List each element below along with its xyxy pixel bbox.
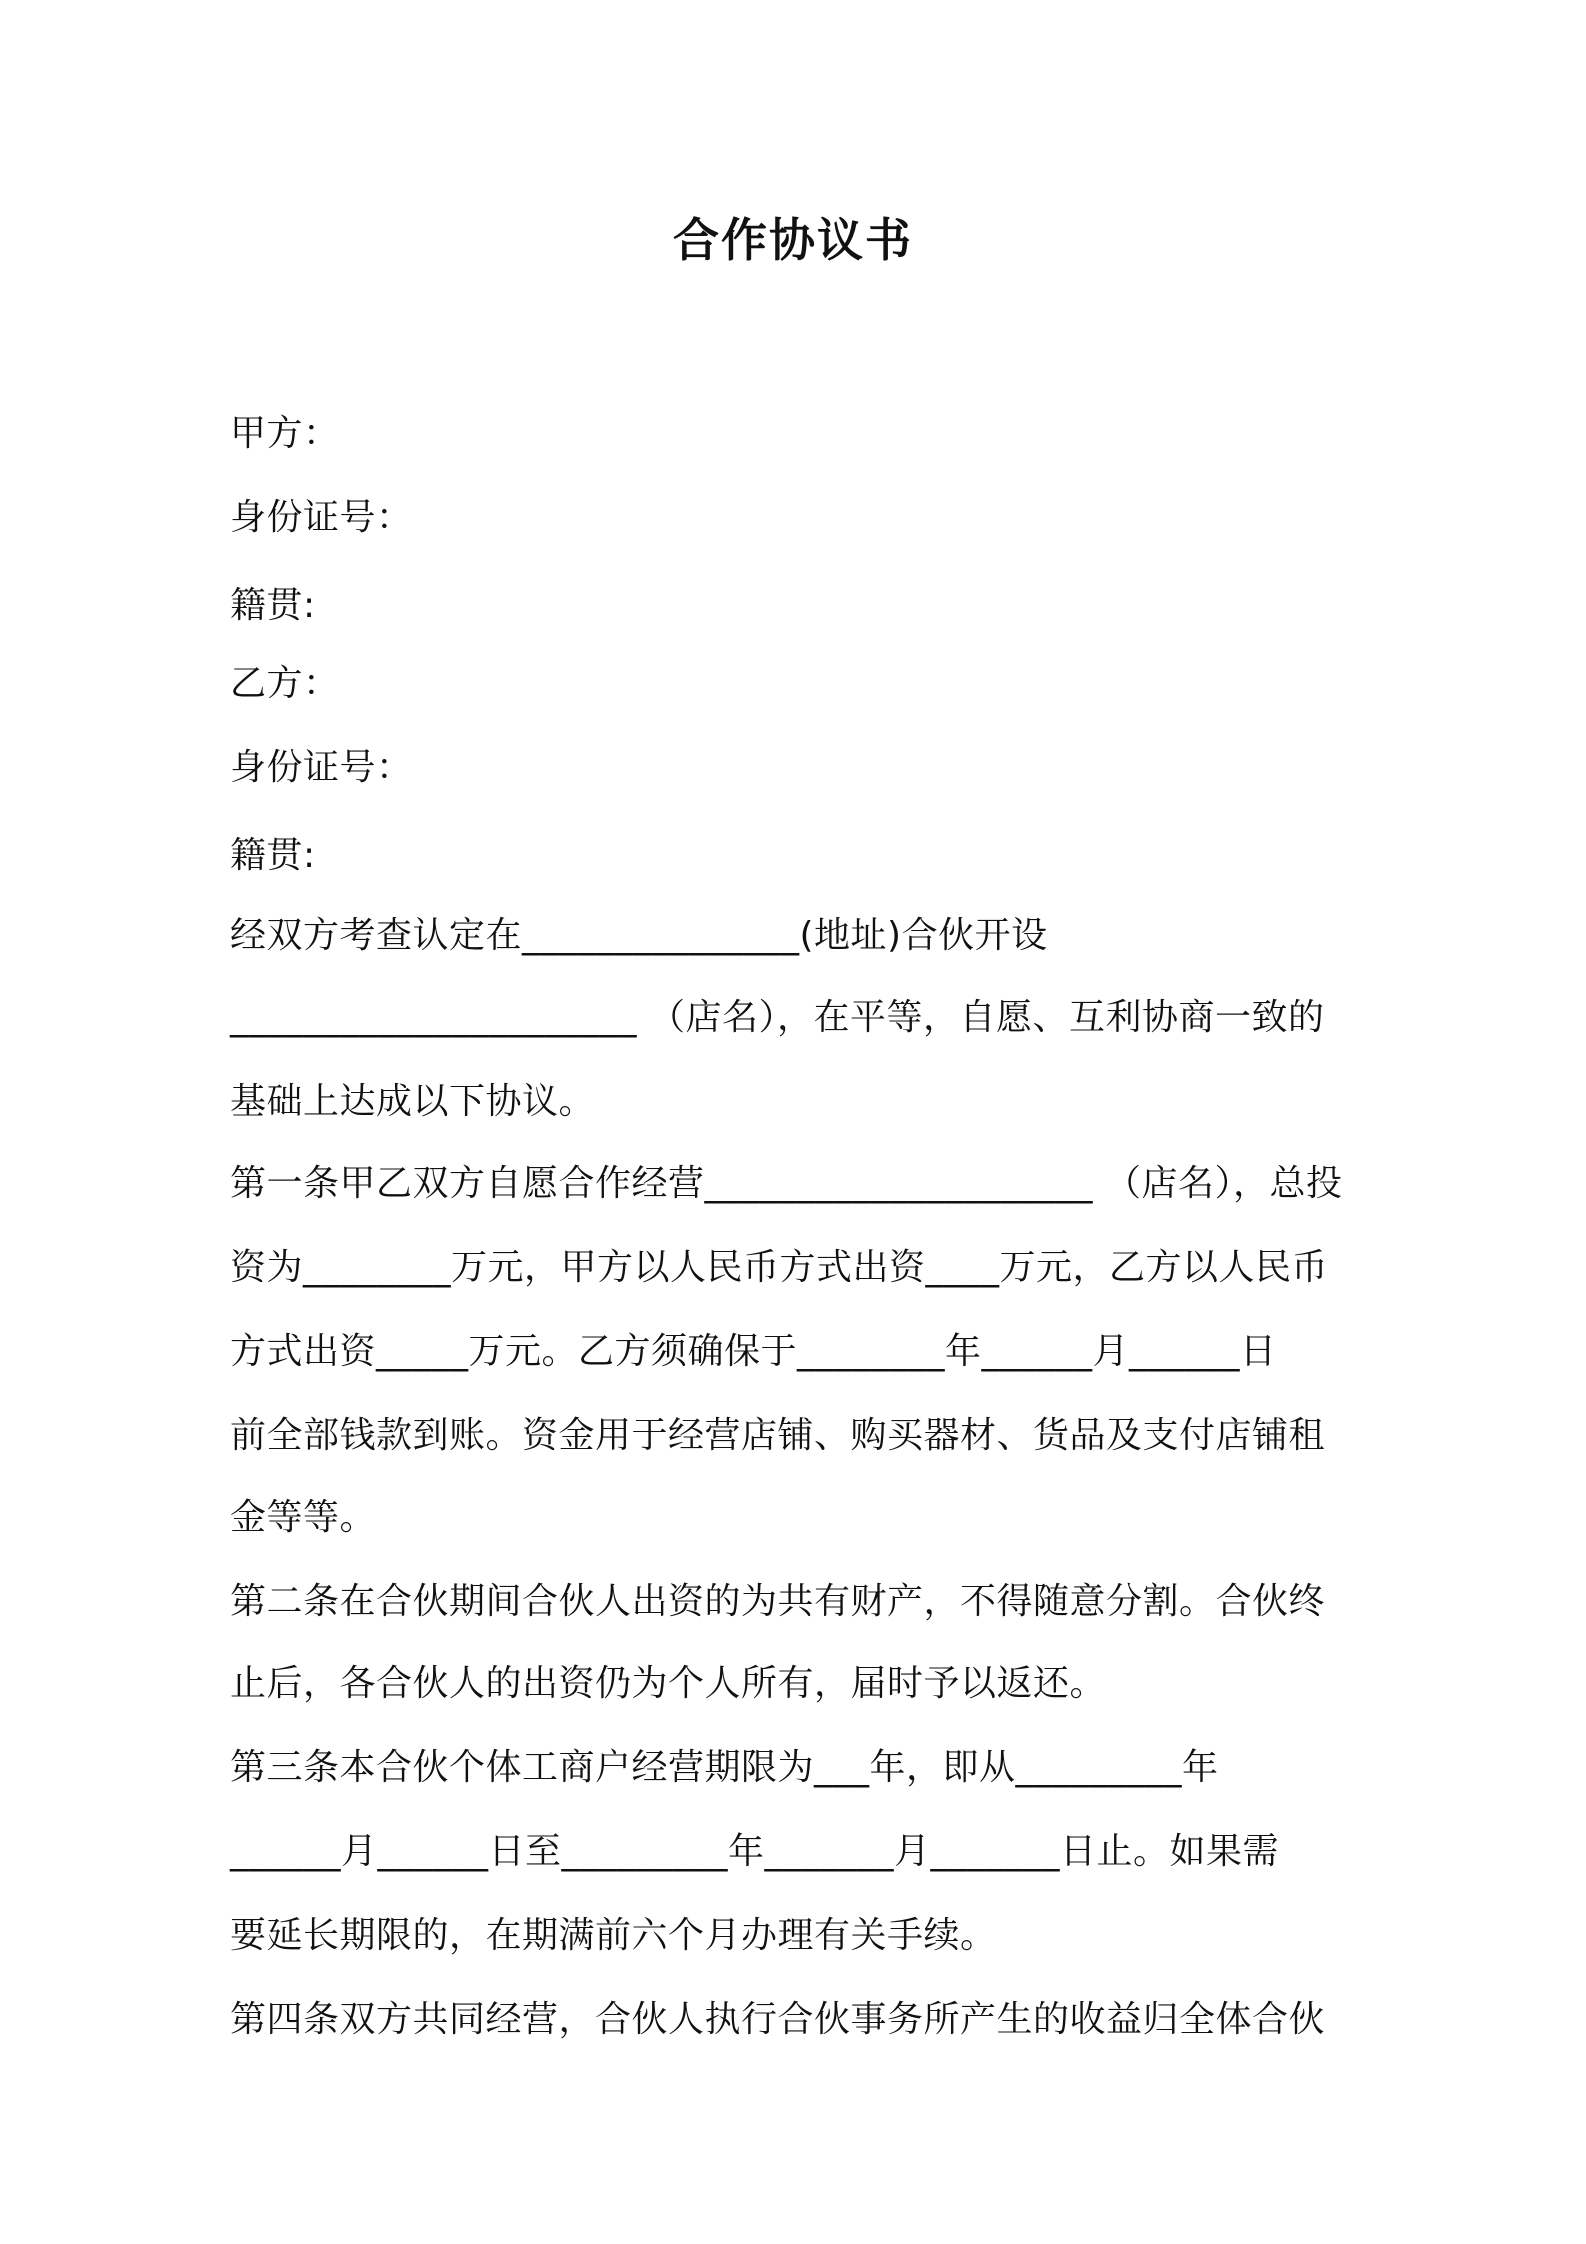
article-2-line: 止后，各合伙人的出资仍为个人所有，届时予以返还。: [230, 1663, 1107, 1704]
party-a-label: 甲方：: [230, 413, 340, 454]
party-b-label: 乙方：: [230, 663, 340, 704]
article-1-line: 方式出资_____万元。乙方须确保于________年______月______日: [230, 1331, 1277, 1372]
document-title: 合作协议书: [673, 213, 913, 267]
party-b-origin-label: 籍贯:: [230, 835, 316, 876]
article-4-line: 第四条双方共同经营，合伙人执行合伙事务所产生的收益归全体合伙: [230, 1999, 1326, 2040]
article-3-line: 第三条本合伙个体工商户经营期限为___年，即从_________年: [230, 1747, 1219, 1788]
party-a-origin-label: 籍贯:: [230, 585, 316, 626]
paragraph-line: 经双方考查认定在_______________(地址)合伙开设: [230, 915, 1048, 956]
paragraph-line: 基础上达成以下协议。: [230, 1081, 596, 1122]
party-a-id-label: 身份证号：: [230, 497, 413, 538]
article-3-line: ______月______日至_________年_______月_______日止。如果需: [230, 1831, 1280, 1872]
article-2-line: 第二条在合伙期间合伙人出资的为共有财产，不得随意分割。合伙终: [230, 1581, 1326, 1622]
party-b-id-label: 身份证号：: [230, 747, 413, 788]
article-1-line: 资为________万元，甲方以人民币方式出资____万元，乙方以人民币: [230, 1247, 1329, 1288]
paragraph-line: ______________________ （店名），在平等，自愿、互利协商一致的: [230, 997, 1325, 1038]
article-1-line: 第一条甲乙双方自愿合作经营_____________________ （店名），总投: [230, 1163, 1343, 1204]
article-1-line: 金等等。: [230, 1497, 377, 1538]
article-1-line: 前全部钱款到账。资金用于经营店铺、购买器材、货品及支付店铺租: [230, 1415, 1326, 1456]
article-3-line: 要延长期限的，在期满前六个月办理有关手续。: [230, 1915, 997, 1956]
